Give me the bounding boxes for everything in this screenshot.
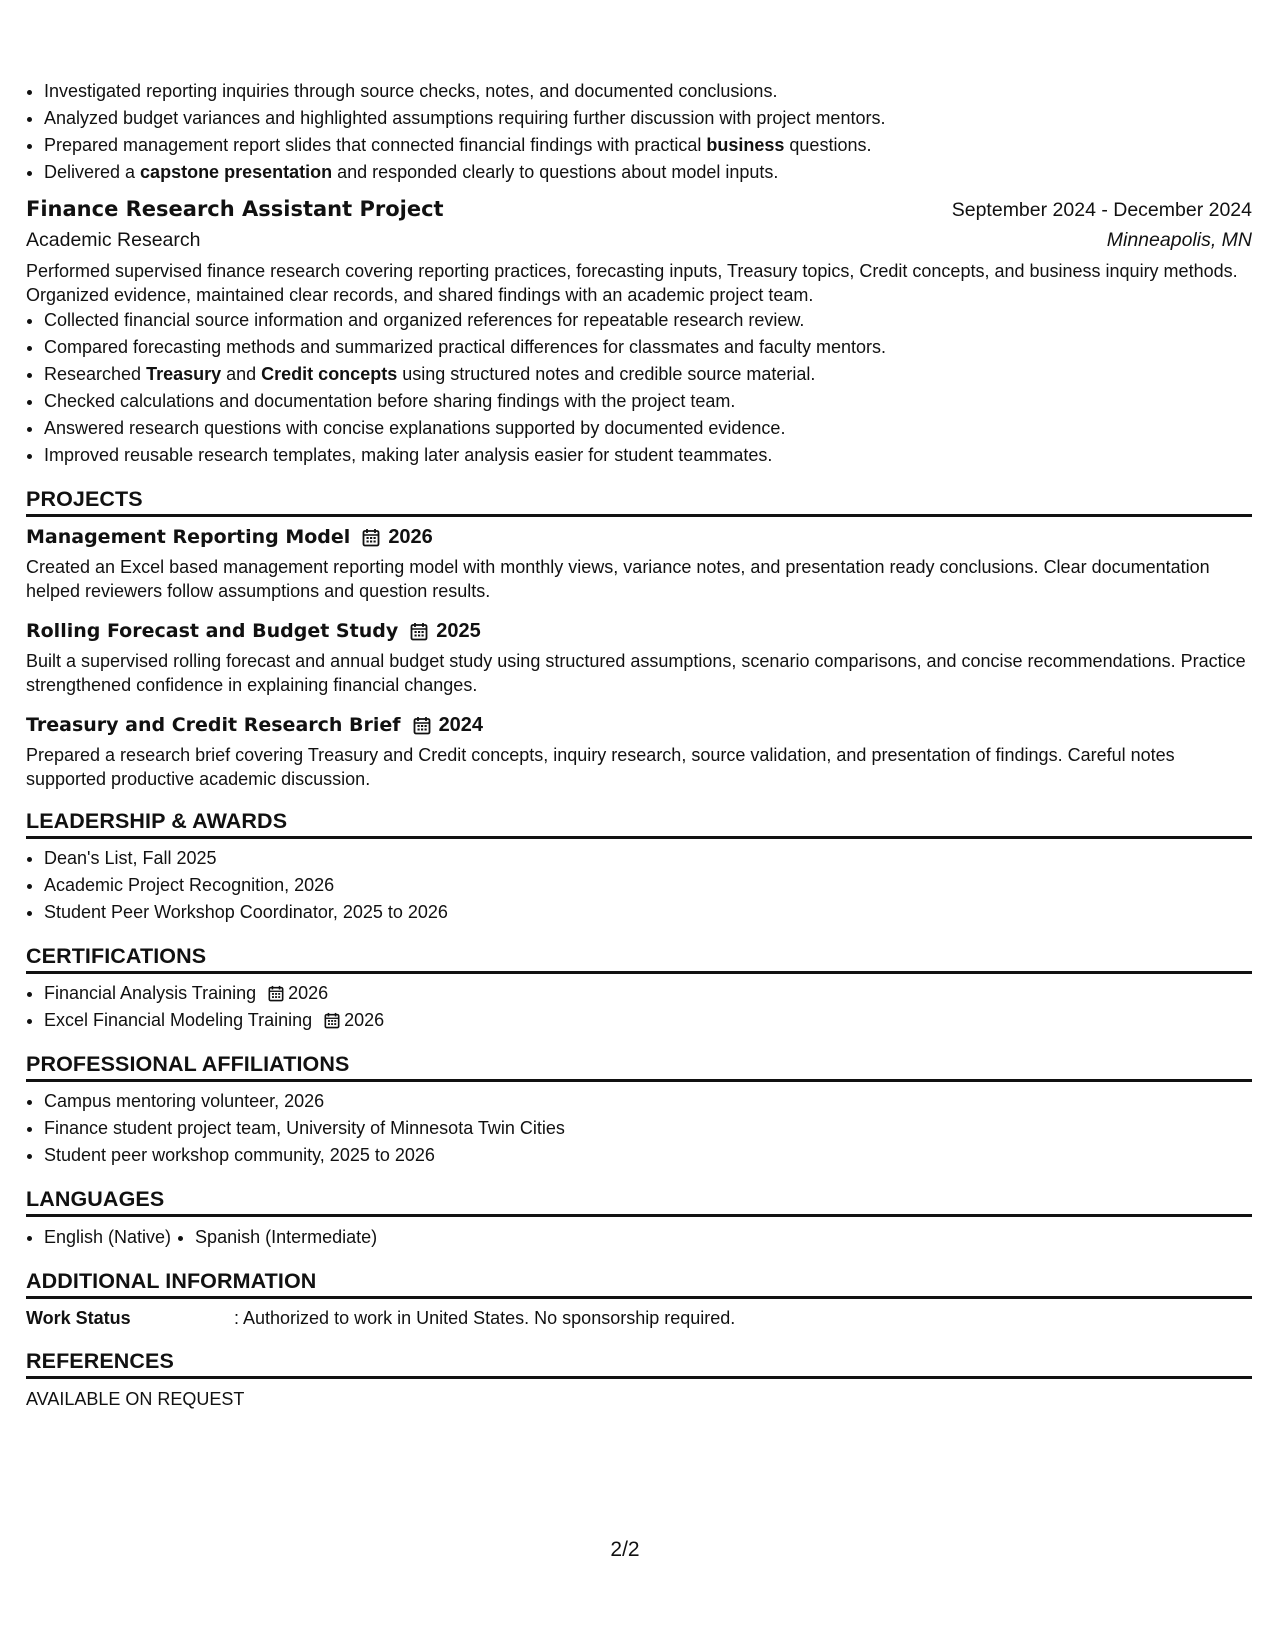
list-item (44, 159, 1252, 186)
experience-bullet-list (26, 307, 1252, 469)
list-item (44, 980, 1252, 1007)
leadership-heading: LEADERSHIP & AWARDS (26, 807, 1252, 839)
text-run: using structured notes and credible source material. (397, 364, 816, 384)
references-text: AVAILABLE ON REQUEST (26, 1389, 245, 1409)
projects-heading: PROJECTS (26, 485, 1252, 517)
text-run: Researched (44, 364, 147, 384)
experience-summary: Performed supervised finance research covering reporting practices, forecasting inputs, Treasury topics, Credit concepts, and business inquiry methods. Organized evidence, maintained clear records, and shared findings with an academic project team. (26, 261, 1238, 305)
list-item (44, 1007, 1252, 1034)
certification-year: 2026 (288, 983, 329, 1003)
project-description: Built a supervised rolling forecast and annual budget study using structured assumptions, scenario comparisons, and concise recommendations. Practice strengthened confidence in explaining financial changes. (26, 651, 1246, 695)
language-item: • Spanish (Intermediate) (195, 1223, 377, 1251)
list-item: • Campus mentoring volunteer, 2026 (44, 1088, 1252, 1115)
affiliations-list (26, 1088, 1252, 1169)
bold-text: capstone presentation (140, 162, 333, 182)
list-item (44, 105, 1252, 132)
leadership-list (26, 845, 1252, 926)
list-item (44, 388, 1252, 415)
text-run: Prepared management report slides that connected financial findings with practical (44, 135, 707, 155)
text-run: Checked calculations and documentation before sharing findings with the project team. (44, 391, 736, 411)
project-item (26, 523, 1252, 603)
list-item: • Academic Project Recognition, 2026 (44, 872, 1252, 899)
text-run: Analyzed budget variances and highlighted assumptions requiring further discussion with project mentors. (44, 108, 886, 128)
text-run: Collected financial source information and organized references for repeatable research review. (44, 310, 805, 330)
certification-year: 2026 (344, 1010, 385, 1030)
list-item (44, 307, 1252, 334)
languages-list (26, 1223, 1252, 1251)
text-run: and responded clearly to questions about model inputs. (332, 162, 779, 182)
project-description: Prepared a research brief covering Treasury and Credit concepts, inquiry research, source validation, and presentation of findings. Careful notes supported productive academic discussion. (26, 745, 1175, 789)
bold-text: business (706, 135, 785, 155)
additional-info-heading: ADDITIONAL INFORMATION (26, 1267, 1252, 1299)
text-run: and (221, 364, 262, 384)
certifications-heading: CERTIFICATIONS (26, 942, 1252, 974)
list-item (44, 78, 1252, 105)
project-title: Management Reporting Model (26, 526, 351, 548)
text-run: Compared forecasting methods and summarized practical differences for classmates and faculty mentors. (44, 337, 887, 357)
intro-bullet-list (26, 78, 1252, 186)
text-run: Answered research questions with concise explanations supported by documented evidence. (44, 418, 786, 438)
project-item (26, 617, 1252, 697)
languages-heading: LANGUAGES (26, 1185, 1252, 1217)
project-title: Rolling Forecast and Budget Study (26, 620, 399, 642)
work-status-label: Work Status (26, 1308, 131, 1328)
text-run: Improved reusable research templates, making later analysis easier for student teammates. (44, 445, 773, 465)
calendar-icon (362, 528, 380, 547)
page-number: 2/2 (610, 1538, 640, 1561)
experience-organization: Academic Research (26, 229, 201, 251)
text-run: Investigated reporting inquiries through source checks, notes, and documented conclusions. (44, 81, 778, 101)
language-item: • English (Native) (44, 1223, 171, 1251)
project-year: 2024 (438, 714, 484, 736)
calendar-icon (413, 716, 431, 735)
certification-name: • Excel Financial Modeling Training (44, 1010, 313, 1030)
project-year: 2026 (388, 526, 433, 548)
list-item (44, 442, 1252, 469)
calendar-icon (324, 1012, 340, 1029)
bold-text: Treasury (146, 364, 222, 384)
list-item: • Dean's List, Fall 2025 (44, 845, 1252, 872)
resume-page (26, 78, 1252, 1413)
project-title: Treasury and Credit Research Brief (26, 714, 401, 736)
project-year: 2025 (436, 620, 481, 642)
bold-text: Credit concepts (261, 364, 398, 384)
text-run: Delivered a (44, 162, 141, 182)
work-status-value: : Authorized to work in United States. No sponsorship required. (234, 1308, 736, 1328)
list-item (44, 334, 1252, 361)
list-item: • Finance student project team, University of Minnesota Twin Cities (44, 1115, 1252, 1142)
calendar-icon (268, 985, 284, 1002)
text-run: questions. (784, 135, 872, 155)
project-item (26, 711, 1252, 791)
list-item: • Student peer workshop community, 2025 to 2026 (44, 1142, 1252, 1169)
project-description: Created an Excel based management reporting model with monthly views, variance notes, and presentation ready conclusions. Clear documentation helped reviewers follow assumptions and question results. (26, 557, 1210, 601)
experience-title: Finance Research Assistant Project (26, 197, 444, 221)
list-item (44, 132, 1252, 159)
references-heading: REFERENCES (26, 1347, 1252, 1379)
calendar-icon (410, 622, 428, 641)
list-item (44, 415, 1252, 442)
list-item: • Student Peer Workshop Coordinator, 2025 to 2026 (44, 899, 1252, 926)
experience-entry (26, 194, 1252, 469)
certifications-list (26, 980, 1252, 1034)
affiliations-heading: PROFESSIONAL AFFILIATIONS (26, 1050, 1252, 1082)
work-status-row (26, 1305, 1252, 1331)
experience-location: Minneapolis, MN (1106, 229, 1252, 251)
list-item (44, 361, 1252, 388)
certification-name: • Financial Analysis Training (44, 983, 257, 1003)
projects-list (26, 523, 1252, 791)
experience-dates: September 2024 - December 2024 (951, 199, 1252, 221)
